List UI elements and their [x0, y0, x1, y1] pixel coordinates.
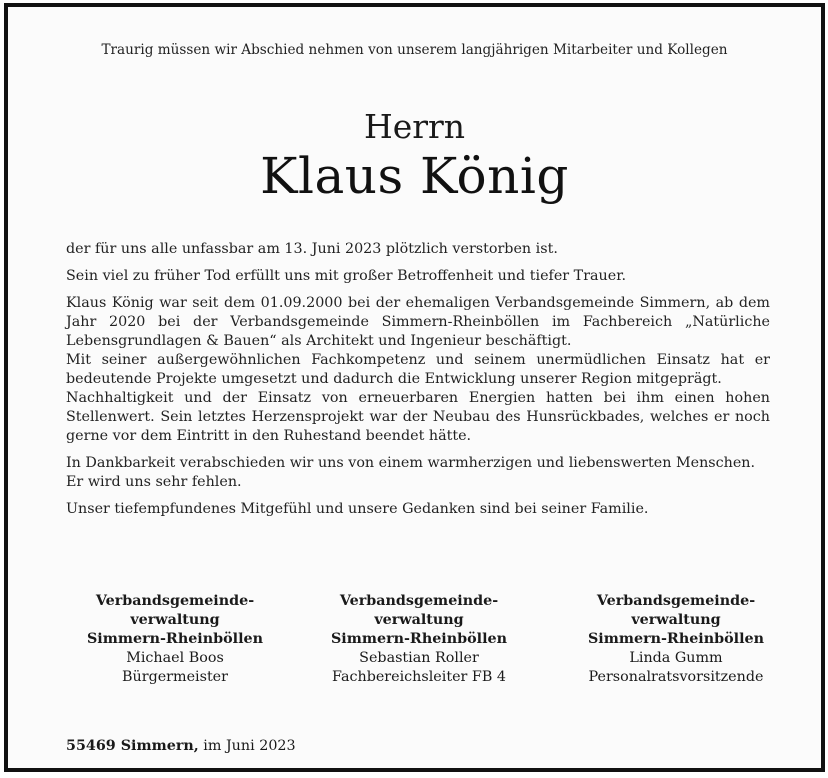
paragraph-grief: Sein viel zu früher Tod erfüllt uns mit großer Betroffenheit und tiefer Trauer. [66, 268, 627, 284]
signature-org-line2: verwaltung [130, 612, 220, 628]
paragraph-condolence: Unser tiefempfundenes Mitgefühl und unsere Gedanken sind bei seiner Familie. [66, 501, 649, 517]
obituary-frame [4, 3, 825, 772]
paragraph-gratitude-line1: In Dankbarkeit verabschieden wir uns von einem warmherzigen und liebenswerten Menschen. [66, 455, 756, 471]
signature-person: Sebastian Roller [359, 650, 479, 666]
signature-org-line3: Simmern-Rheinböllen [587, 631, 765, 647]
salutation: Herrn [363, 107, 466, 146]
deceased-name: Klaus König [260, 147, 569, 205]
obituary-text [66, 240, 770, 527]
place-city: 55469 Simmern, [66, 738, 199, 754]
paragraph-career [66, 294, 770, 446]
paragraph-career-sustainability: Nachhaltigkeit und der Einsatz von erneuerbaren Energien hatten bei ihm einen hohen Stellenwert. Sein letztes Herzensprojekt war der Neubau des Hunsrückbades, welches er noch gerne vor dem Eintritt in den Ruhestand beendet hätte. [66, 390, 770, 444]
signature-org-line2: verwaltung [374, 612, 464, 628]
paragraph-career-competence: Mit seiner außergewöhnlichen Fachkompetenz und seinem unermüdlichen Einsatz hat er bedeutende Projekte umgesetzt und dadurch die Entwicklung unserer Region mitgeprägt. [66, 352, 770, 387]
signature-role: Fachbereichsleiter FB 4 [332, 669, 506, 685]
signature-org-line1: Verbandsgemeinde- [596, 593, 756, 609]
signature-org-line1: Verbandsgemeinde- [339, 593, 499, 609]
place-and-date [66, 738, 296, 754]
signature-block-department-head [304, 592, 534, 687]
signature-person: Linda Gumm [629, 650, 723, 666]
paragraph-career-employment: Klaus König war seit dem 01.09.2000 bei der ehemaligen Verbandsgemeinde Simmern, ab dem Jahr 2020 bei der Verbandsgemeinde Simmern-Rheinböllen im Fachbereich „Natürliche Lebensgrundlagen & Bauen“ als Architekt und Ingenieur beschäftigt. [66, 295, 770, 349]
place-date: im Juni 2023 [203, 738, 296, 754]
signature-role: Personalratsvorsitzende [588, 669, 764, 685]
signature-person: Michael Boos [126, 650, 224, 666]
signature-block-mayor [60, 592, 290, 687]
intro-line: Traurig müssen wir Abschied nehmen von unserem langjährigen Mitarbeiter und Kollegen [101, 42, 728, 58]
signature-org-line1: Verbandsgemeinde- [95, 593, 255, 609]
paragraph-gratitude-line2: Er wird uns sehr fehlen. [66, 474, 242, 490]
paragraph-death-date: der für uns alle unfassbar am 13. Juni 2023 plötzlich verstorben ist. [66, 241, 558, 257]
paragraph-gratitude [66, 454, 770, 492]
signature-role: Bürgermeister [122, 669, 228, 685]
signature-org-line2: verwaltung [631, 612, 721, 628]
signature-block-staff-council [561, 592, 791, 687]
signature-org-line3: Simmern-Rheinböllen [330, 631, 508, 647]
signature-org-line3: Simmern-Rheinböllen [86, 631, 264, 647]
